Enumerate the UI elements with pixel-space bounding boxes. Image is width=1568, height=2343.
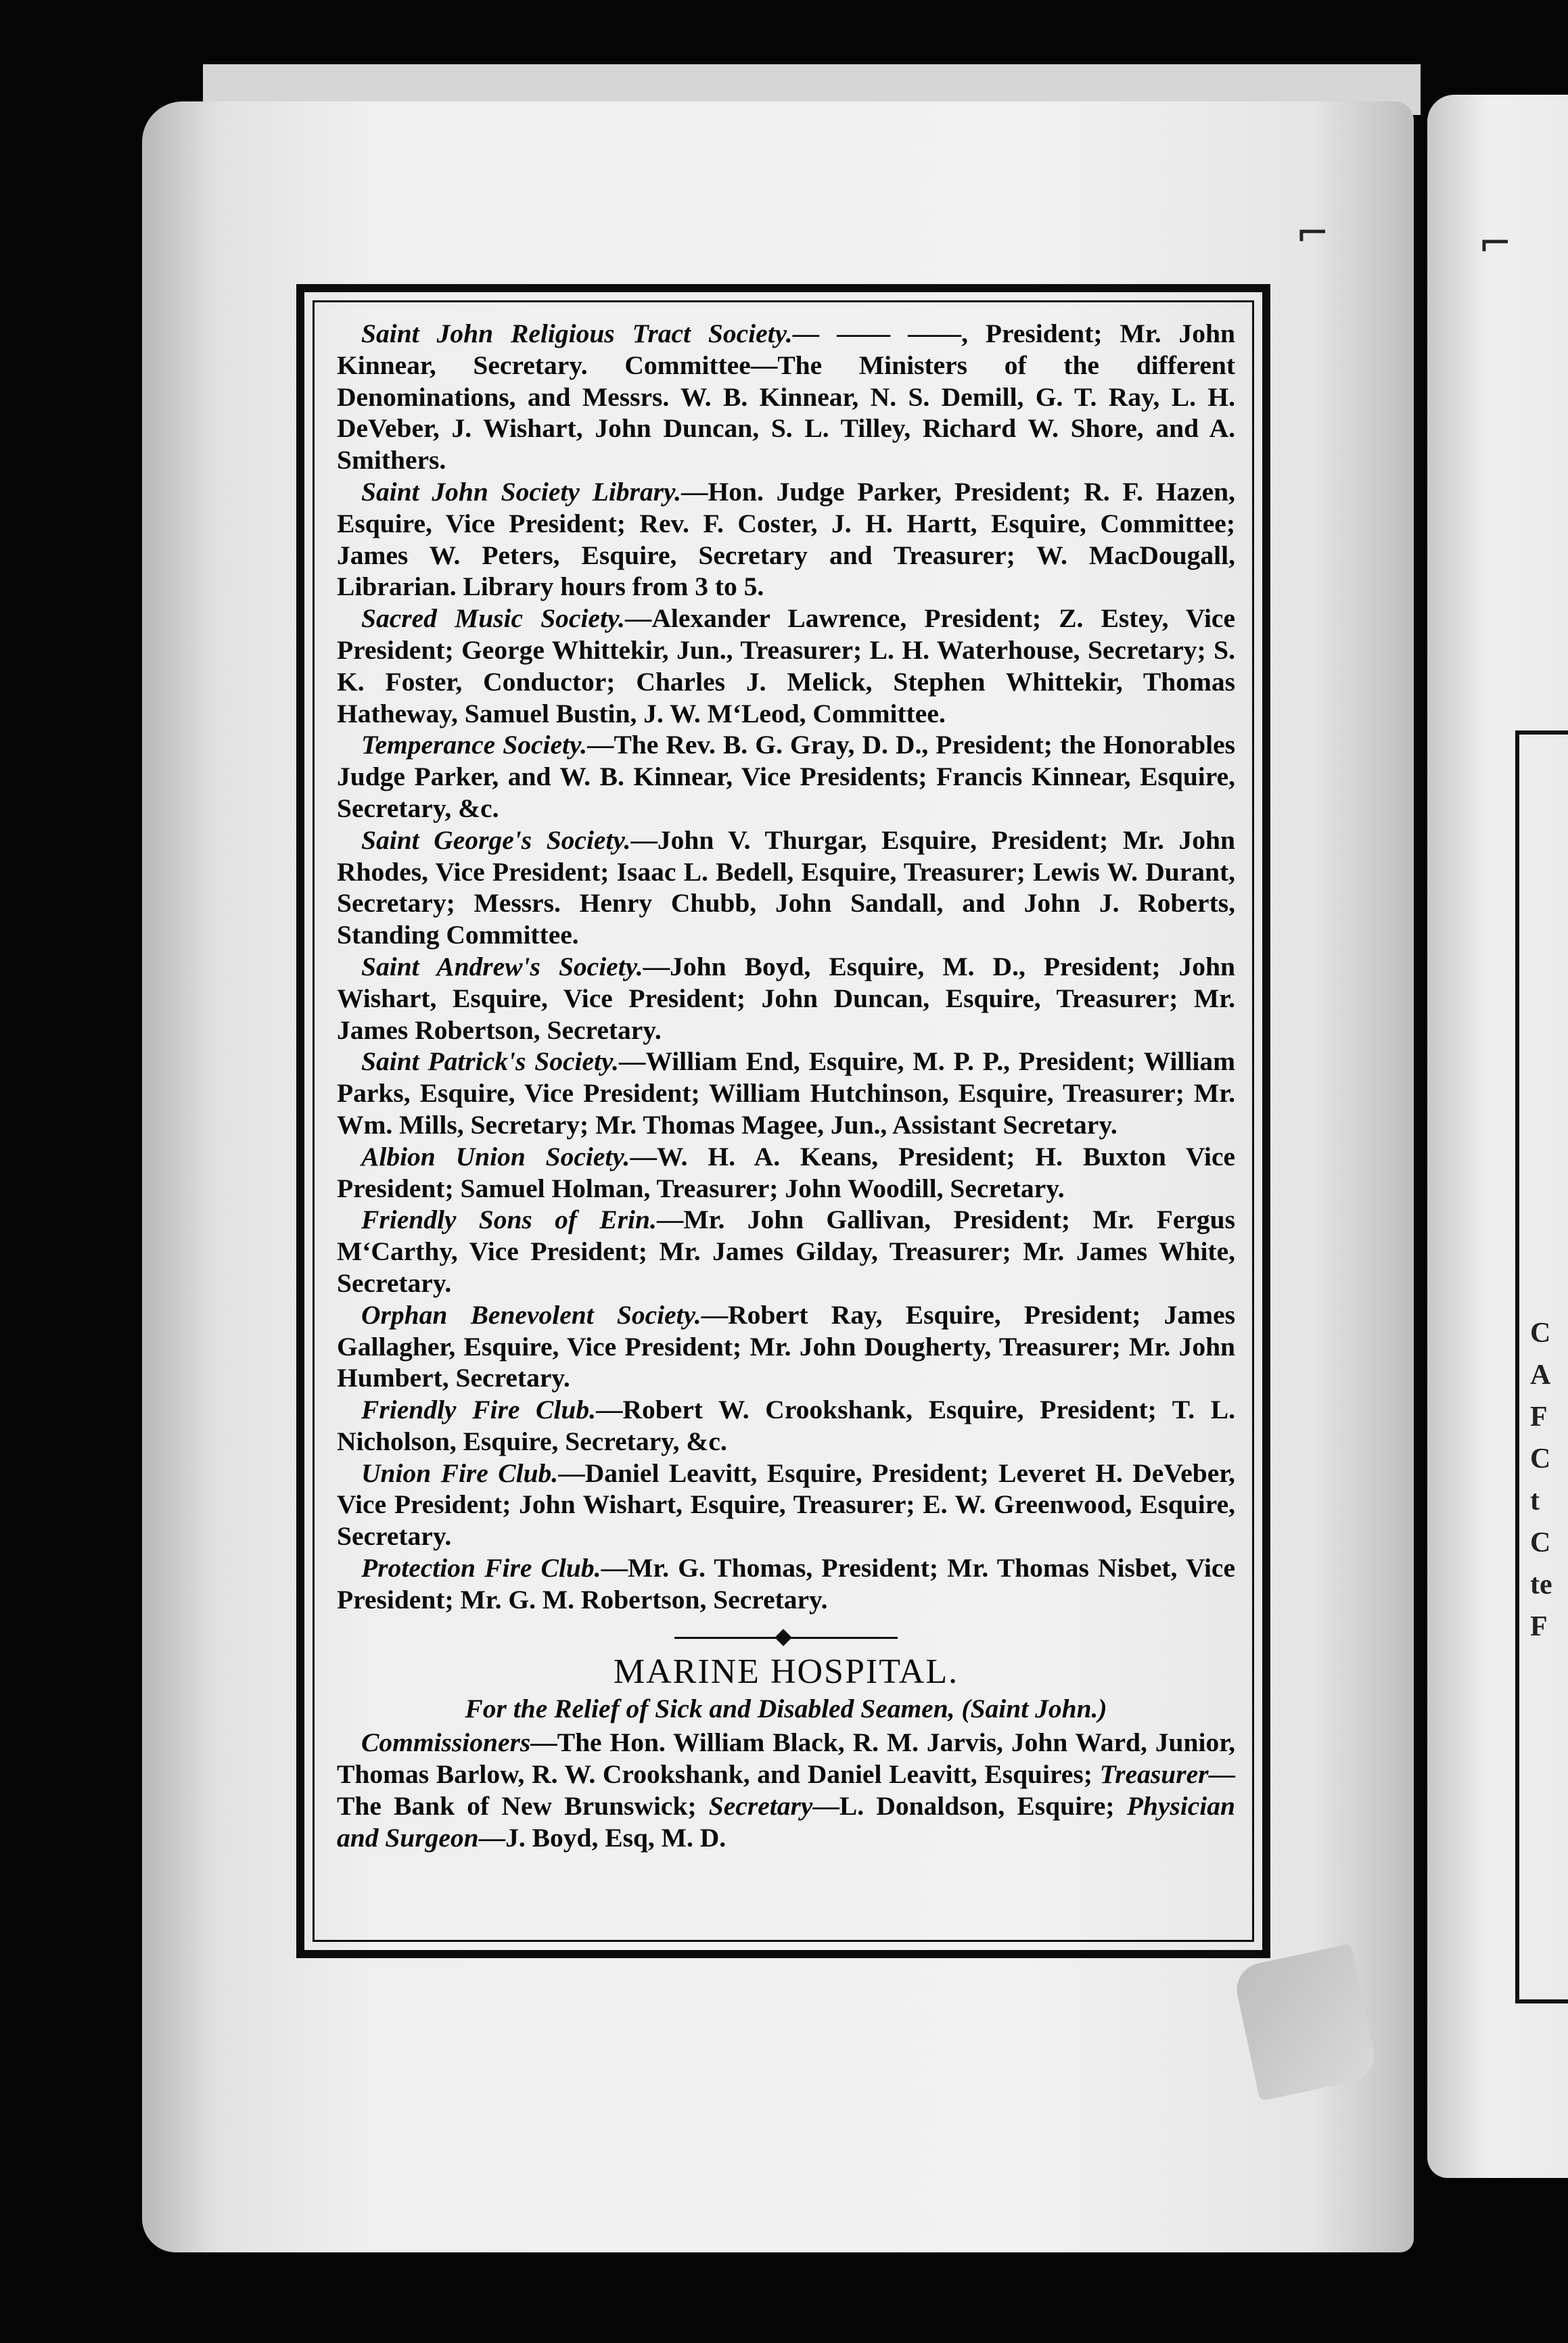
society-entry xyxy=(337,1394,1235,1458)
society-name: Sacred Music Society. xyxy=(361,603,625,634)
facing-letter: t xyxy=(1530,1485,1540,1516)
society-name: Protection Fire Club. xyxy=(361,1553,601,1583)
society-details: —Robert W. Crookshank, Esquire, President; T. L. Nicholson, Esquire, Secretary, &c. xyxy=(337,1395,1235,1456)
society-name: Temperance Society. xyxy=(361,730,587,760)
hospital-officers xyxy=(337,1727,1235,1853)
society-entry xyxy=(337,1141,1235,1205)
society-name: Union Fire Club. xyxy=(361,1458,559,1488)
society-entry xyxy=(337,1046,1235,1140)
society-name: Friendly Fire Club. xyxy=(361,1395,596,1425)
tick-mark-icon: ⌐ xyxy=(1295,210,1330,257)
facing-letter: C xyxy=(1530,1318,1551,1349)
society-name: Saint Andrew's Society. xyxy=(361,951,643,981)
society-details: —William End, Esquire, M. P. P., President; William Parks, Esquire, Vice President; William Hutchinson, Esquire, Treasurer; Mr. Wm. Mills, Secretary; Mr. Thomas Magee, Jun., Assistant Secretary. xyxy=(337,1046,1236,1140)
society-entry xyxy=(337,825,1235,951)
facing-letter: C xyxy=(1530,1443,1551,1475)
society-details: —Mr. John Gallivan, President; Mr. Fergus M‘Carthy, Vice President; Mr. James Gilday, Treasurer; Mr. James White, Secretary. xyxy=(337,1205,1236,1298)
hospital-heading: MARINE HOSPITAL. xyxy=(613,1652,959,1691)
society-details: —The Rev. B. G. Gray, D. D., President; the Honorables Judge Parker, and W. B. Kinnear, Vice Presidents; Francis Kinnear, Esquire, Secretary, &c. xyxy=(337,730,1236,823)
society-entry xyxy=(337,318,1235,476)
society-details: —W. H. A. Keans, President; H. Buxton Vice President; Samuel Holman, Treasurer; John Woodill, Secretary. xyxy=(337,1141,1236,1203)
society-name: Saint George's Society. xyxy=(361,825,631,855)
society-entry xyxy=(337,729,1235,824)
facing-letter: C xyxy=(1530,1527,1551,1558)
facing-letter: te xyxy=(1530,1569,1552,1600)
society-details: —John Boyd, Esquire, M. D., President; John Wishart, Esquire, Vice President; John Duncan, Esquire, Treasurer; Mr. James Robertson, Secretary. xyxy=(337,951,1235,1045)
section-divider xyxy=(674,1629,898,1646)
tick-mark-icon: ⌐ xyxy=(1478,220,1513,267)
secretary-label: Secretary xyxy=(708,1791,813,1822)
physician-text: —J. Boyd, Esq, M. D. xyxy=(478,1822,727,1853)
society-entry xyxy=(337,951,1235,1046)
commissioners-label: Commissioners xyxy=(361,1727,531,1758)
society-details: —Mr. G. Thomas, President; Mr. Thomas Nisbet, Vice President; Mr. G. M. Robertson, Secretary. xyxy=(337,1553,1235,1615)
society-details: —Alexander Lawrence, President; Z. Estey, Vice President; George Whittekir, Jun., Treasurer; L. H. Waterhouse, Secretary; S. K. Foster, Conductor; Charles J. Melick, Stephen Whittekir, Thomas Hatheway, Samuel Bustin, J. W. M‘Leod, Committee. xyxy=(337,603,1235,728)
directory-content xyxy=(337,318,1235,1854)
society-name: Saint John Religious Tract Society. xyxy=(361,319,793,348)
treasurer-text: —The Bank of New Brunswick; xyxy=(337,1759,1235,1822)
society-name: Orphan Benevolent Society. xyxy=(361,1299,701,1330)
physician-label: Physician and Surgeon xyxy=(337,1791,1235,1853)
society-name: Saint John Society Library. xyxy=(361,476,681,507)
society-name: Albion Union Society. xyxy=(361,1141,630,1172)
facing-letter: F xyxy=(1530,1611,1548,1642)
directory-frame xyxy=(296,284,1270,1958)
treasurer-label: Treasurer xyxy=(1099,1759,1209,1790)
society-details: —Hon. Judge Parker, President; R. F. Hazen, Esquire, Vice President; Rev. F. Coster, J. H. Hartt, Esquire, Committee; James W. Peters, Esquire, Secretary and Treasurer; W. MacDougall, Librarian. Library hours from 3 to 5. xyxy=(337,476,1235,602)
divider-diamond-icon xyxy=(775,1629,791,1646)
society-entry xyxy=(337,603,1235,729)
facing-letter: F xyxy=(1530,1401,1548,1433)
facing-letter: A xyxy=(1530,1360,1551,1391)
society-entry xyxy=(337,1552,1235,1616)
hospital-subheading: For the Relief of Sick and Disabled Seamen, (Saint John.) xyxy=(465,1693,1107,1723)
secretary-text: —L. Donaldson, Esquire; xyxy=(812,1791,1127,1822)
society-entry xyxy=(337,1458,1235,1552)
society-name: Saint Patrick's Society. xyxy=(361,1046,619,1077)
facing-page-letters xyxy=(1530,1312,1568,1648)
society-entry xyxy=(337,1299,1235,1394)
society-entry xyxy=(337,1204,1235,1299)
society-name: Friendly Sons of Erin. xyxy=(361,1205,657,1235)
society-entry xyxy=(337,476,1235,603)
society-details: — —— ——, President; Mr. John Kinnear, Secretary. Committee—The Ministers of the different Denominations, and Messrs. W. B. Kinnear, N. S. Demill, G. T. Ray, L. H. DeVeber, J. Wishart, John Duncan, S. L. Tilley, Richard W. Shore, and A. Smithers. xyxy=(337,319,1235,475)
society-details: —Daniel Leavitt, Esquire, President; Leveret H. DeVeber, Vice President; John Wishart, Esquire, Treasurer; E. W. Greenwood, Esquire, Secretary. xyxy=(337,1458,1236,1552)
commissioners-text: —The Hon. William Black, R. M. Jarvis, John Ward, Junior, Thomas Barlow, R. W. Crookshank, and Daniel Leavitt, Esquires; xyxy=(337,1727,1235,1790)
society-details: —John V. Thurgar, Esquire, President; Mr. John Rhodes, Vice President; Isaac L. Bedell, Esquire, Treasurer; Lewis W. Durant, Secretary; Messrs. Henry Chubb, John Sandall, and John J. Roberts, Standing Committee. xyxy=(337,825,1235,950)
society-details: —Robert Ray, Esquire, President; James Gallagher, Esquire, Vice President; Mr. John Dougherty, Treasurer; Mr. John Humbert, Secretary. xyxy=(337,1299,1235,1393)
